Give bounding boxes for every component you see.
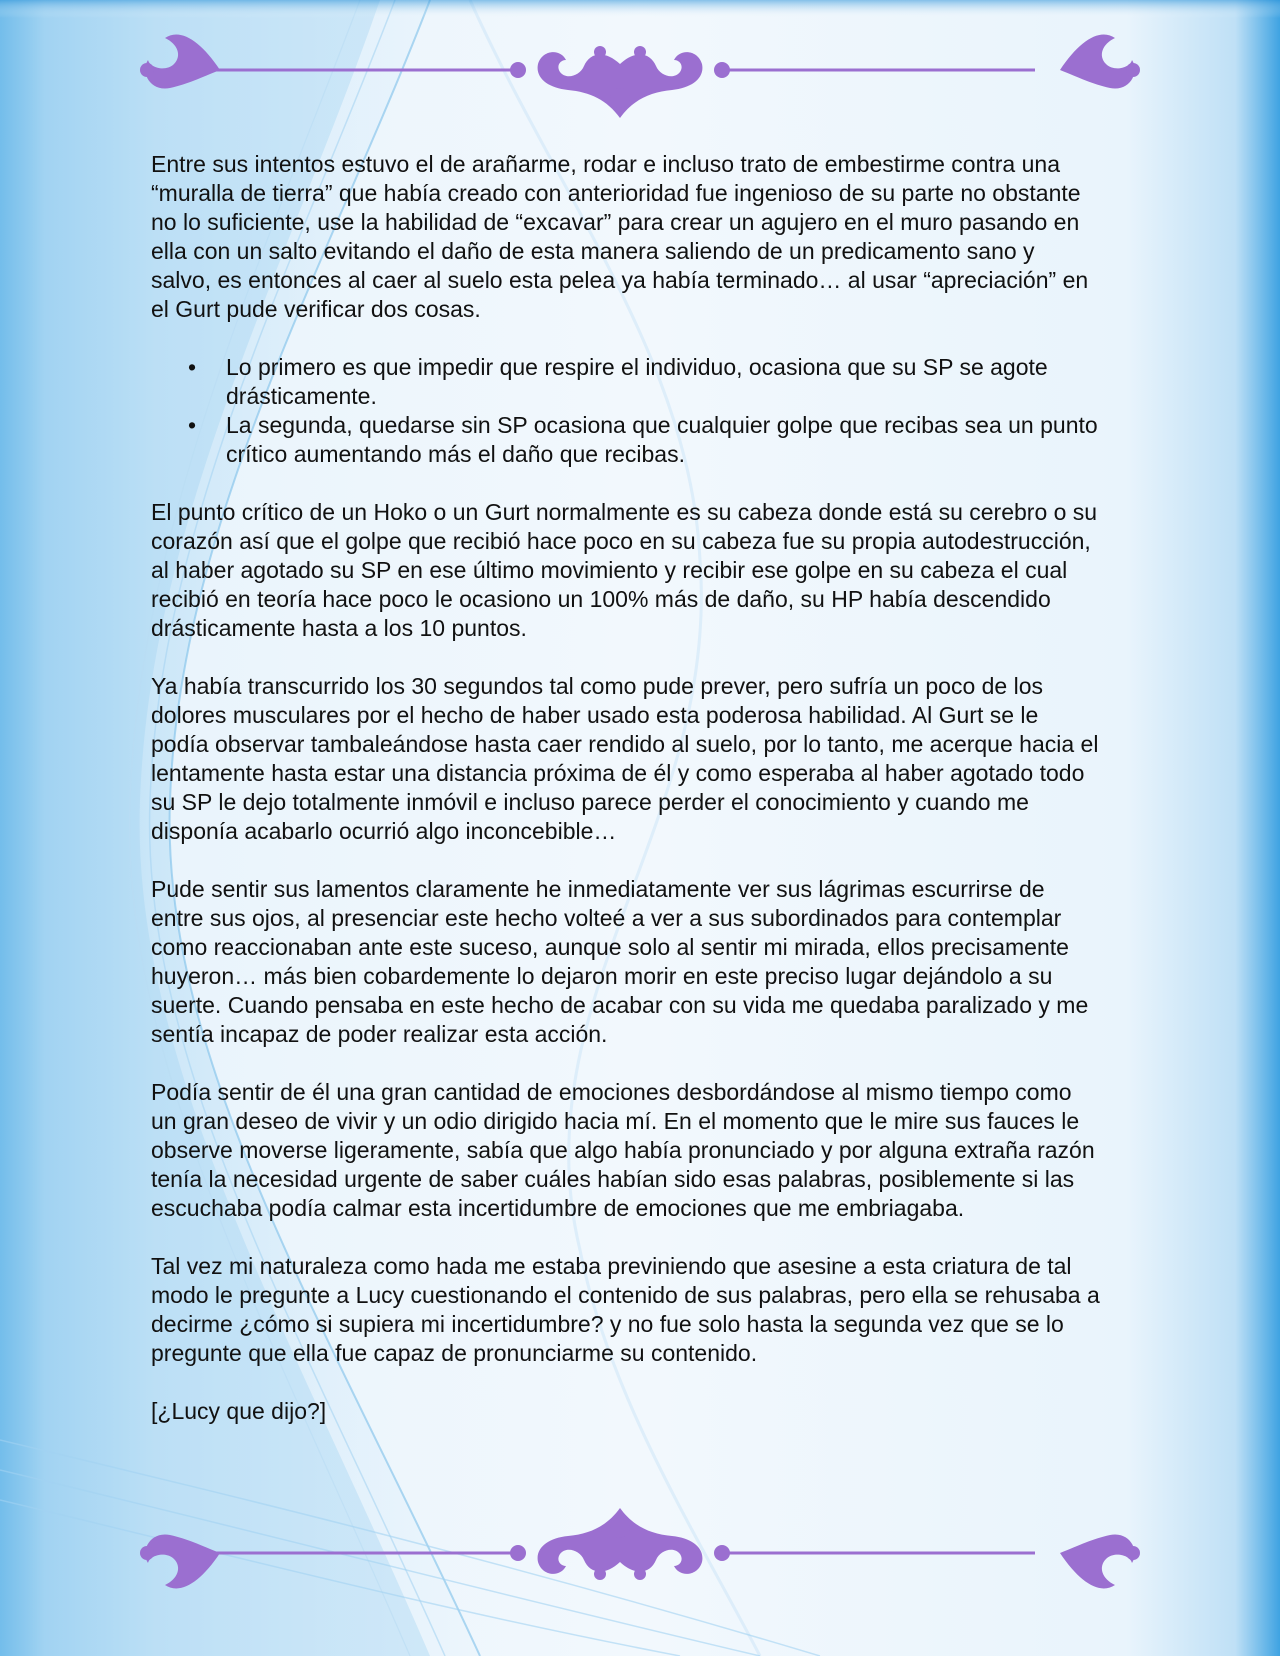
bullet-icon: •	[188, 354, 197, 380]
paragraph: Tal vez mi naturaleza como hada me estaba previniendo que asesine a esta criatura de tal modo le pregunte a Lucy cuestionando el contenido de sus palabras, pero ella se rehusaba a decirme ¿cómo si supiera mi incertidumbre? y no fue solo hasta la segunda vez que se lo pregunte que ella fue capaz de pronunciarme su contenido.	[151, 1253, 1100, 1366]
list-item-text: Lo primero es que impedir que respire el individuo, ocasiona que su SP se agote drásticamente.	[226, 354, 1048, 409]
scroll-ornament-bottom-icon	[0, 1500, 1280, 1610]
list-item	[188, 411, 1101, 469]
closing-line: [¿Lucy que dijo?]	[151, 1398, 327, 1424]
paragraph: Ya había transcurrido los 30 segundos tal como pude prever, pero sufría un poco de los dolores musculares por el hecho de haber usado esta poderosa habilidad. Al Gurt se le podía observar tambaleándose hasta caer rendido al suelo, por lo tanto, me acerque hacia el lentamente hasta estar una distancia próxima de él y como esperaba al haber agotado todo su SP le dejo totalmente inmóvil e incluso parece perder el conocimiento y cuando me disponía acabarlo ocurrió algo inconcebible…	[151, 673, 1099, 844]
bullet-icon: •	[188, 412, 197, 438]
document-body	[151, 150, 1101, 1455]
list-item	[188, 353, 1101, 411]
paragraph: Pude sentir sus lamentos claramente he inmediatamente ver sus lágrimas escurrirse de entre sus ojos, al presenciar este hecho volteé a ver a sus subordinados para contemplar como reaccionaban ante este suceso, aunque solo al sentir mi mirada, ellos precisamente huyeron… más bien cobardemente lo dejaron morir en este preciso lugar dejándolo a su suerte. Cuando pensaba en este hecho de acabar con su vida me quedaba paralizado y me sentía incapaz de poder realizar esta acción.	[151, 876, 1089, 1047]
paragraph: Entre sus intentos estuvo el de arañarme, rodar e incluso trato de embestirme contra una “muralla de tierra” que había creado con anterioridad fue ingenioso de su parte no obstante no lo suficiente, use la habilidad de “excavar” para crear un agujero en el muro pasando en ella con un salto evitando el daño de esta manera saliendo de un predicamento sano y salvo, es entonces al caer al suelo esta pelea ya había terminado… al usar “apreciación” en el Gurt pude verificar dos cosas.	[151, 151, 1089, 322]
bullet-list	[151, 353, 1101, 469]
paragraph: Podía sentir de él una gran cantidad de emociones desbordándose al mismo tiempo como un gran deseo de vivir y un odio dirigido hacia mí. En el momento que le mire sus fauces le observe moverse ligeramente, sabía que algo había pronunciado y por alguna extraña razón tenía la necesidad urgente de saber cuáles habían sido esas palabras, posiblemente si las escuchaba podía calmar esta incertidumbre de emociones que me embriagaba.	[151, 1079, 1095, 1221]
scroll-ornament-top-icon	[0, 20, 1280, 130]
paragraph: El punto crítico de un Hoko o un Gurt normalmente es su cabeza donde está su cerebro o su corazón así que el golpe que recibió hace poco en su cabeza fue su propia autodestrucción, al haber agotado su SP en ese último movimiento y recibir ese golpe en su cabeza el cual recibió en teoría hace poco le ocasiono un 100% más de daño, su HP había descendido drásticamente hasta a los 10 puntos.	[151, 499, 1098, 641]
list-item-text: La segunda, quedarse sin SP ocasiona que cualquier golpe que recibas sea un punto crítico aumentando más el daño que recibas.	[226, 412, 1098, 467]
